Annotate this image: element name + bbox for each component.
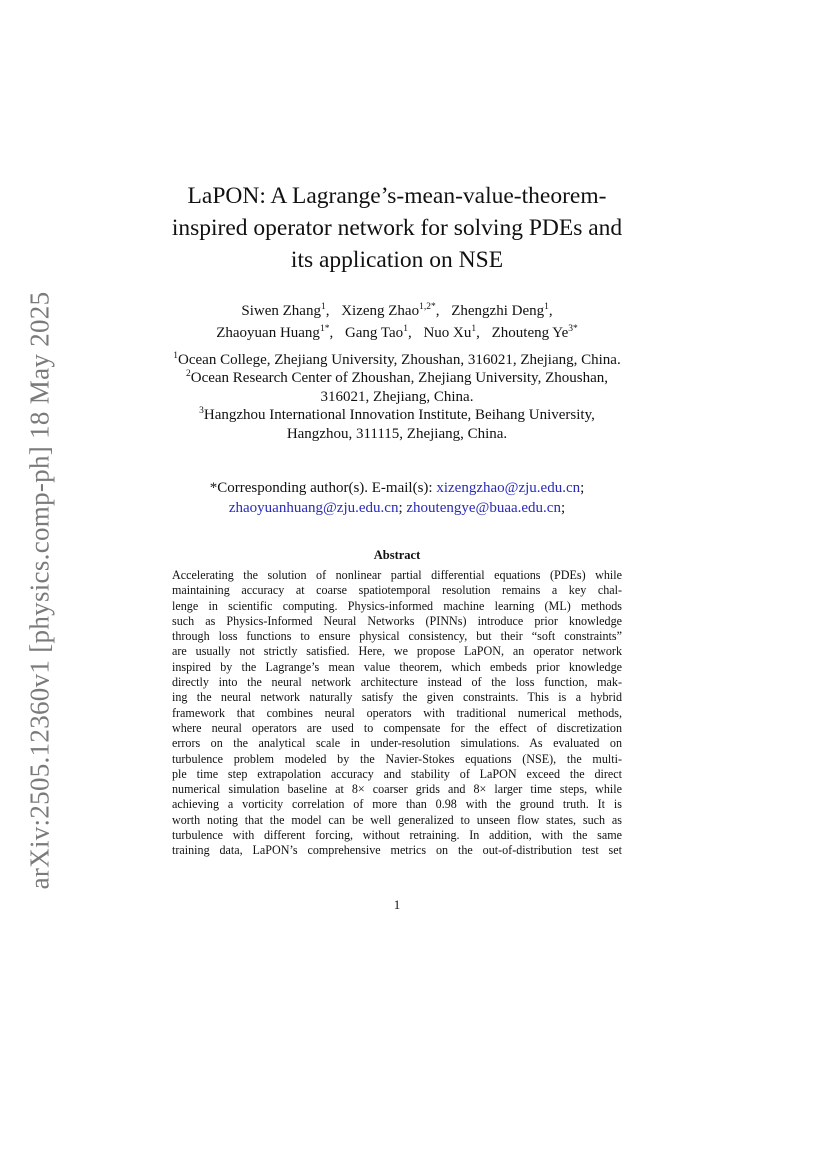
abstract-line: Accelerating the solution of nonlinear partial differential equations (PDEs) while [172,568,622,582]
paper-title [150,180,644,276]
affiliation-list [150,351,644,443]
abstract-line: directly into the neural network architecture instead of the loss function, mak- [172,675,622,690]
author: Nuo Xu$^1$, [423,324,480,341]
arxiv-identifier-sidebar [20,280,60,900]
author: Gang Tao$^1$, [344,324,412,341]
abstract-line: through loss functions to ensure physical consistency, but their “soft constraints” [172,629,622,644]
author: Zhengzhi Deng$^1$, [451,302,553,319]
corresponding-label: *Corresponding author(s). E-mail(s): [209,480,437,496]
author: Zhouteng $Ye^{3*}$ [491,324,578,341]
abstract-line: turbulence with different forcing, without retraining. In addition, with the same [172,828,622,843]
abstract-line: errors on the analytical scale in under-resolution simulations. As evaluated on [172,736,622,751]
author-list [150,300,644,344]
abstract-line: turbulence problem modeled by the Navier-Stokes equations (NSE), the multi- [172,751,622,766]
abstract-line: ple time step extrapolation accuracy and stability of LaPON exceed the direct [172,766,622,781]
email-link[interactable]: zhaoyuanhuang@zju.edu.cn [228,500,399,516]
email-link[interactable]: zhoutengye@buaa.edu.cn [406,500,561,516]
abstract-line: lenge in scientific computing. Physics-informed machine learning (ML) methods [172,598,622,613]
abstract-line: framework that combines neural operators with traditional numerical methods, [172,705,622,720]
affiliation: $^3$Hangzhou International Innovation Institute, Beihang University, Hangzhou, 311115, Zhejiang, China. [199,406,595,442]
page-number: 1 [393,897,401,912]
title-line: LaPON: A Lagrange’s-mean-value-theorem- [187,183,607,209]
arxiv-identifier: arXiv:2505.12360v1 [physics.comp-ph] 18 May 2025 [24,291,55,889]
abstract-line: are usually not strictly satisfied. Here, we propose LaPON, an operator network [172,644,622,659]
abstract-line: training data, LaPON’s comprehensive metrics on the out-of-distribution test set [172,843,622,858]
title-line: its application on NSE [290,247,504,273]
abstract-line: inspired by the Lagrange’s mean value theorem, which embeds prior knowledge [172,659,622,674]
affiliation: $^1$Ocean College, Zhejiang University, Zhoushan, 316021, Zhejiang, China. [173,351,621,368]
author: Zhaoyuan Huang$^{1*}$, [216,324,334,341]
abstract-line: where neural operators are used to compensate for the effect of discretization [172,720,622,735]
author: Siwen Zhang$^1$, [241,302,330,319]
abstract-line: maintaining accuracy at coarse spatiotemporal resolution remains a key chal- [172,583,622,598]
abstract-line: numerical simulation baseline at 8× coarser grids and 8× larger time steps, while [172,782,622,797]
abstract-line: worth noting that the model can be well generalized to unseen flow states, such as [172,812,622,827]
abstract-heading: Abstract [373,548,421,562]
abstract-line: achieving a vorticity correlation of more than 0.98 with the ground truth. It is [172,797,622,812]
author: Xizeng Zhao$^{1,2*}$, [341,302,440,319]
affiliation: $^2$Ocean Research Center of Zhoushan, Zhejiang University, Zhoushan, 316021, Zhejiang, China. [186,369,608,405]
abstract-line: such as Physics-Informed Neural Networks (PINNs) introduce prior knowledge [172,613,622,628]
title-line: inspired operator network for solving PDEs and [171,215,623,241]
abstract-body [172,568,622,859]
corresponding-authors: *Corresponding author(s). E-mail(s): xizengzhao@zju.edu.cn; zhaoyuanhuang@zju.edu.cn; zhoutengye@buaa.edu.cn; [209,480,585,516]
email-link[interactable]: xizengzhao@zju.edu.cn [436,480,581,496]
abstract-line: ing the neural network naturally satisfy the given constraints. This is a hybrid [172,690,622,705]
